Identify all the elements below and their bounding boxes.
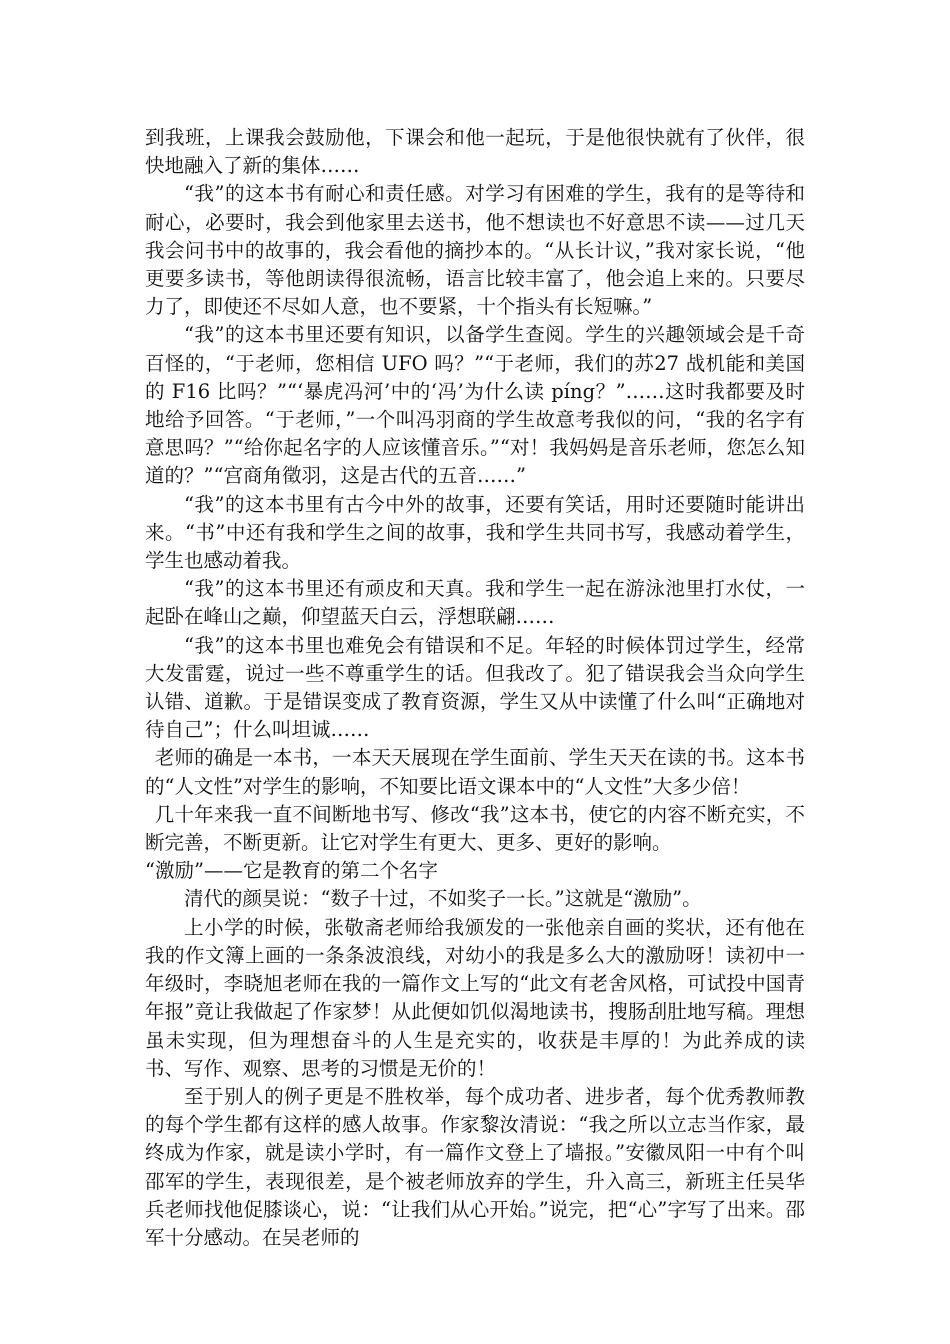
paragraph-1: 到我班，上课我会鼓励他，下课会和他一起玩，于是他很快就有了伙伴，很快地融入了新的集体…… bbox=[145, 126, 805, 178]
paragraph-5: “我”的这本书里还有顽皮和天真。我和学生一起在游泳池里打水仗，一起卧在峰山之巅，仰望蓝天白云，浮想联翩…… bbox=[145, 577, 805, 629]
paragraph-9: 清代的颜昊说：“数子十过，不如奖子一长。”这就是“激励”。 bbox=[184, 887, 702, 911]
paragraph-8: 几十年来我一直不间断地书写、修改“我”这本书，使它的内容不断充实，不断完善，不断更新。让它对学生有更大、更多、更好的影响。 bbox=[145, 802, 805, 855]
paragraph-11: 至于别人的例子更是不胜枚举，每个成功者、进步者，每个优秀教师教的每个学生都有这样的感人故事。作家黎汝清说：“我之所以立志当作家，最终成为作家，就是读小学时，有一篇作文登上了墙报。”安徽凤阳一中有个叫邵军的学生，表现很差，是个被老师放弃的学生，升入高三，新班主任吴华兵老师找他促膝谈心，说：“让我们从心开始。”说完，把“心”字写了出来。邵军十分感动。在吴老师的 bbox=[145, 1084, 805, 1249]
section-heading: “激励”——它是教育的第二个名字 bbox=[145, 859, 438, 883]
paragraph-7: 老师的确是一本书，一本天天展现在学生面前、学生天天在读的书。这本书的“人文性”对学生的影响，不知要比语文课本中的“人文性”大多少倍！ bbox=[145, 746, 805, 798]
paragraph-10: 上小学的时候，张敬斋老师给我颁发的一张他亲自画的奖状，还有他在我的作文簿上画的一条条波浪线，对幼小的我是多么大的激励呀！读初中一年级时，李晓旭老师在我的一篇作文上写的“此文有老舍风格，可试投中国青年报”竟让我做起了作家梦！从此便如饥似渴地读书，搜肠刮肚地写稿。理想虽未实现，但为理想奋斗的人生是充实的，收获是丰厚的！为此养成的读书、写作、观察、思考的习惯是无价的！ bbox=[145, 915, 805, 1080]
paragraph-2: “我”的这本书有耐心和责任感。对学习有困难的学生，我有的是等待和耐心，必要时，我会到他家里去送书，他不想读也不好意思不读——过几天我会问书中的故事的，我会看他的摘抄本的。“从长计议，”我对家长说，“他更要多读书，等他朗读得很流畅，语言比较丰富了，他会追上来的。只要尽力了，即使还不尽如人意，也不要紧，十个指头有长短嘛。” bbox=[145, 182, 805, 319]
document-page bbox=[145, 124, 805, 1252]
paragraph-6: “我”的这本书里也难免会有错误和不足。年轻的时候体罚过学生，经常大发雷霆，说过一些不尊重学生的话。但我改了。犯了错误我会当众向学生认错、道歉。于是错误变成了教育资源，学生又从中读懂了什么叫“正确地对待自己”；什么叫坦诚…… bbox=[145, 633, 805, 742]
paragraph-3: “我”的这本书里还要有知识，以备学生查阅。学生的兴趣领域会是千奇百怪的，“于老师，您相信 UFO 吗？”“于老师，我们的苏27 战机能和美国的 F16 比吗？”“‘暴虎冯河’中的‘冯’为什么读 píng？”……这时我都要及时地给予回答。“于老师，”一个叫冯羽商的学生故意考我似的问，“我的名字有意思吗？”“给你起名字的人应该懂音乐。”“对！我妈妈是音乐老师，您怎么知道的？”“宫商角徵羽，这是古代的五音……” bbox=[145, 323, 805, 488]
paragraph-4: “我”的这本书里有古今中外的故事，还要有笑话，用时还要随时能讲出来。“书”中还有我和学生之间的故事，我和学生共同书写，我感动着学生，学生也感动着我。 bbox=[145, 492, 805, 573]
